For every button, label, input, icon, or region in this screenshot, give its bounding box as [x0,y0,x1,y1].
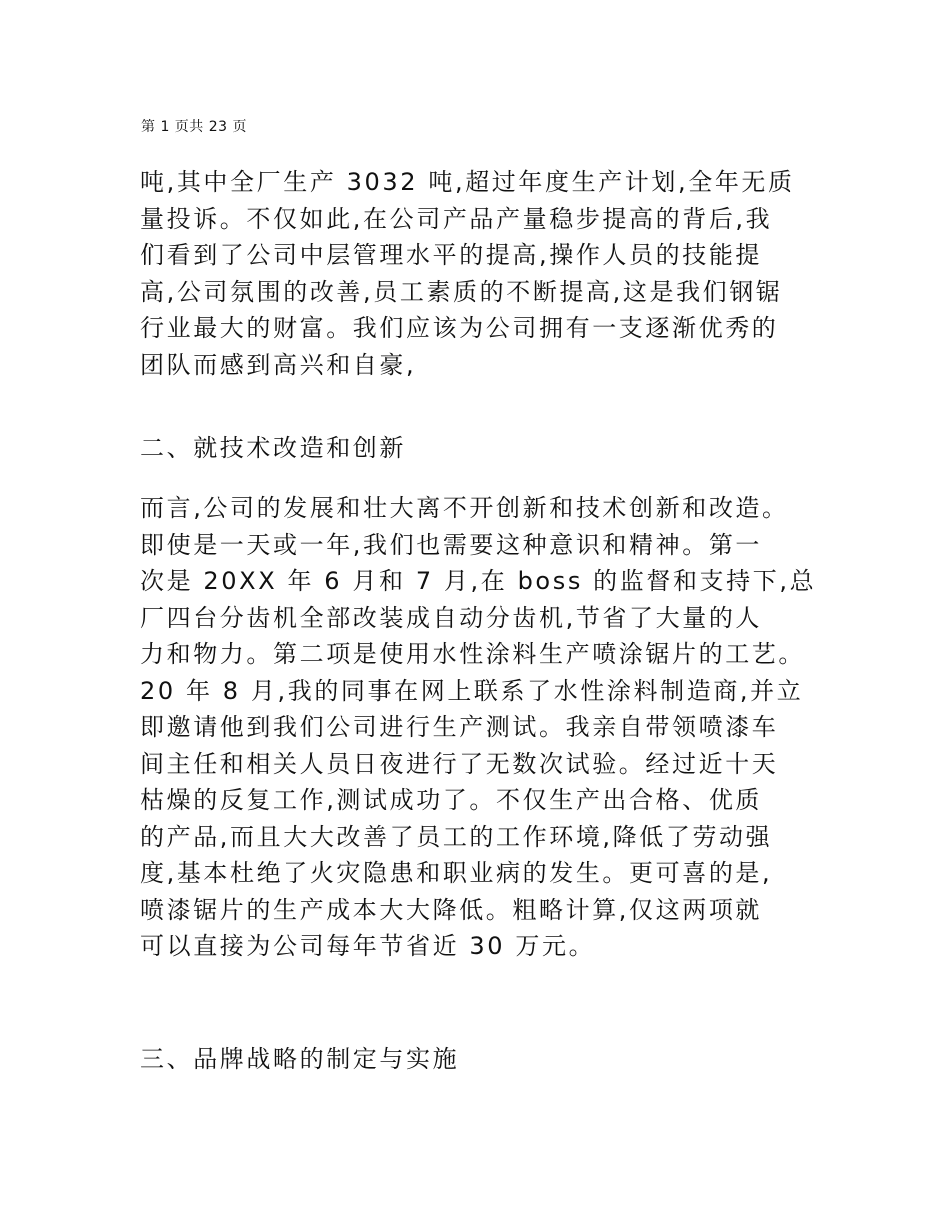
section-heading-technology [140,430,840,467]
section-heading: 二、就技术改造和创新 [140,434,406,462]
section-heading-brand [140,1041,840,1078]
paragraph-line: 而言,公司的发展和壮大离不开创新和技术创新和改造。 [140,494,789,522]
paragraph-line: 枯燥的反复工作,测试成功了。不仅生产出合格、优质 [140,786,763,814]
paragraph-line: 团队而感到高兴和自豪, [140,350,417,379]
page-number: 第 1 页共 23 页 [141,119,248,135]
paragraph-line: 吨,其中全厂生产 3032 吨,超过年度生产计划,全年无质 [140,168,795,196]
paragraph-line: 度,基本杜绝了火灾隐患和职业病的发生。更可喜的是, [140,859,773,887]
paragraph-line: 即使是一天或一年,我们也需要这种意识和精神。第一 [140,530,763,559]
paragraph-line: 20 年 8 月,我的同事在网上联系了水性涂料制造商,并立 [140,676,804,705]
paragraph-line: 间主任和相关人员日夜进行了无数次试验。经过近十天 [140,749,779,778]
paragraph-line: 可以直接为公司每年节省近 30 万元。 [140,932,596,960]
section-heading: 三、品牌战略的制定与实施 [140,1045,460,1073]
paragraph-line: 高,公司氛围的改善,员工素质的不断提高,这是我们钢锯 [140,277,783,306]
paragraph-line: 行业最大的财富。我们应该为公司拥有一支逐渐优秀的 [140,314,779,342]
paragraph-line: 次是 20XX 年 6 月和 7 月,在 boss 的监督和支持下,总 [140,567,817,595]
paragraph-line: 喷漆锯片的生产成本大大降低。粗略计算,仅这两项就 [140,895,763,924]
paragraph-line: 的产品,而且大大改善了员工的工作环境,降低了劳动强 [140,822,773,851]
paragraph-technology [140,490,840,965]
paragraph-line: 即邀请他到我们公司进行生产测试。我亲自带领喷漆车 [140,713,779,741]
paragraph-production [140,164,840,383]
paragraph-line: 厂四台分齿机全部改装成自动分齿机,节省了大量的人 [140,603,763,632]
paragraph-line: 量投诉。不仅如此,在公司产品产量稳步提高的背后,我 [140,204,773,233]
paragraph-line: 们看到了公司中层管理水平的提高,操作人员的技能提 [140,241,763,269]
paragraph-line: 力和物力。第二项是使用水性涂料生产喷涂锯片的工艺。 [140,640,805,668]
